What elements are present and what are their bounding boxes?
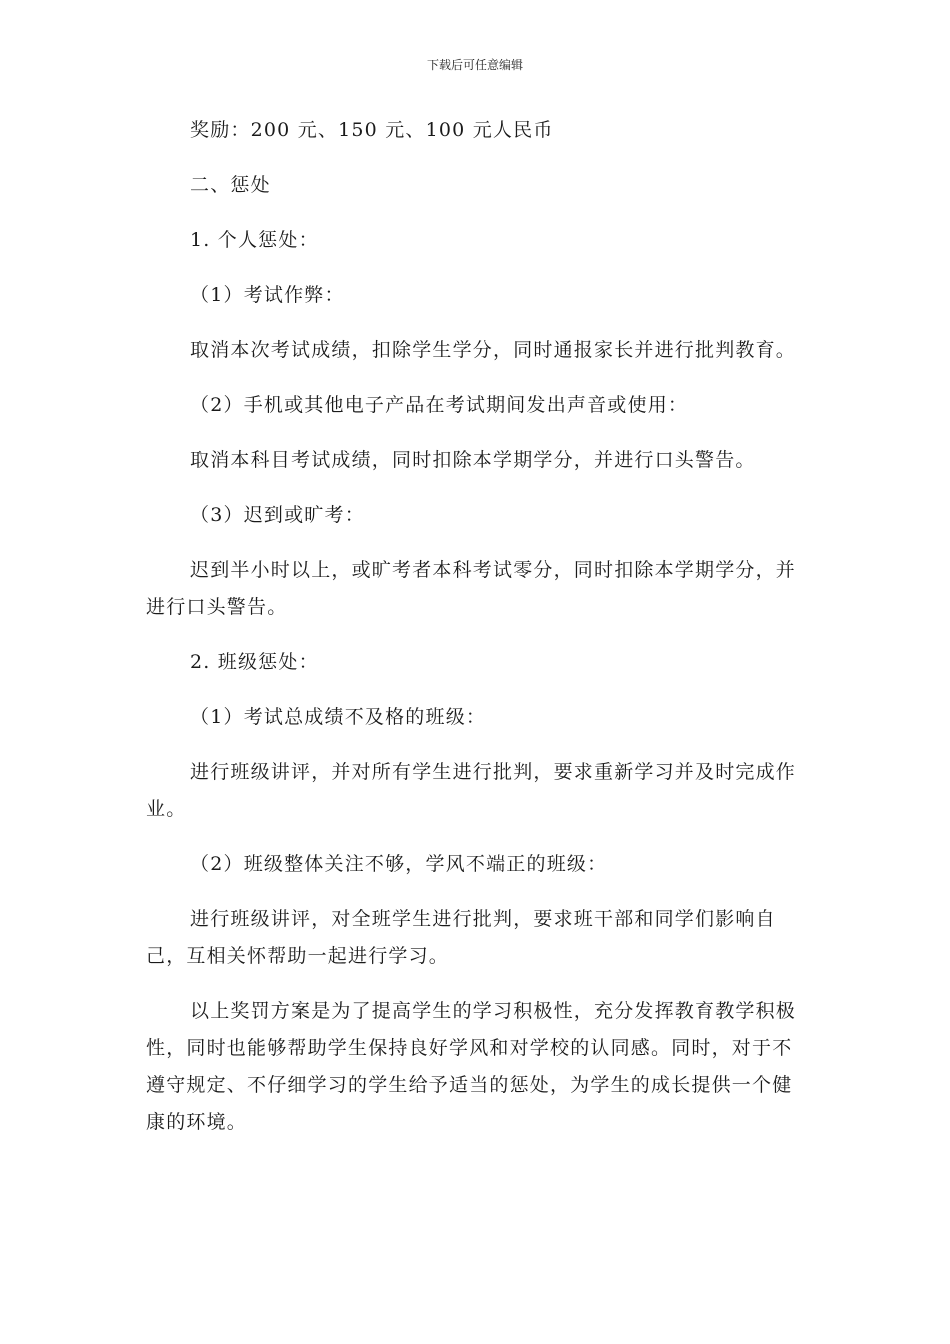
page-header: 下载后可任意编辑 <box>426 58 523 72</box>
item-failing-class-detail: 进行班级讲评，并对所有学生进行批判，要求重新学习并及时完成作业。 <box>146 761 797 820</box>
subheading-class-punishment: 2. 班级惩处： <box>190 651 319 673</box>
item-poor-study-style: （2）班级整体关注不够，学风不端正的班级： <box>190 853 608 875</box>
item-late-absent-detail: 迟到半小时以上，或旷考者本科考试零分，同时扣除本学期学分，并进行口头警告。 <box>146 559 797 618</box>
item-exam-cheating-detail: 取消本次考试成绩，扣除学生学分，同时通报家长并进行批判教育。 <box>190 339 797 361</box>
item-failing-class: （1）考试总成绩不及格的班级： <box>190 706 487 728</box>
subheading-individual-punishment: 1. 个人惩处： <box>190 229 319 251</box>
item-poor-study-style-detail: 进行班级讲评，对全班学生进行批判，要求班干部和同学们影响自己，互相关怀帮助一起进行学习。 <box>146 908 776 967</box>
section-heading-punishment: 二、惩处 <box>190 174 271 196</box>
document-body <box>146 112 806 1159</box>
reward-amounts: 奖励：200 元、150 元、100 元人民币 <box>190 119 554 141</box>
item-electronic-devices: （2）手机或其他电子产品在考试期间发出声音或使用： <box>190 394 689 416</box>
item-late-absent: （3）迟到或旷考： <box>190 504 365 526</box>
item-electronic-devices-detail: 取消本科目考试成绩，同时扣除本学期学分，并进行口头警告。 <box>190 449 756 471</box>
item-exam-cheating: （1）考试作弊： <box>190 284 345 306</box>
closing-paragraph: 以上奖罚方案是为了提高学生的学习积极性，充分发挥教育教学积极性，同时也能够帮助学生保持良好学风和对学校的认同感。同时，对于不遵守规定、不仔细学习的学生给予适当的惩处，为学生的成长提供一个健康的环境。 <box>146 1000 797 1133</box>
